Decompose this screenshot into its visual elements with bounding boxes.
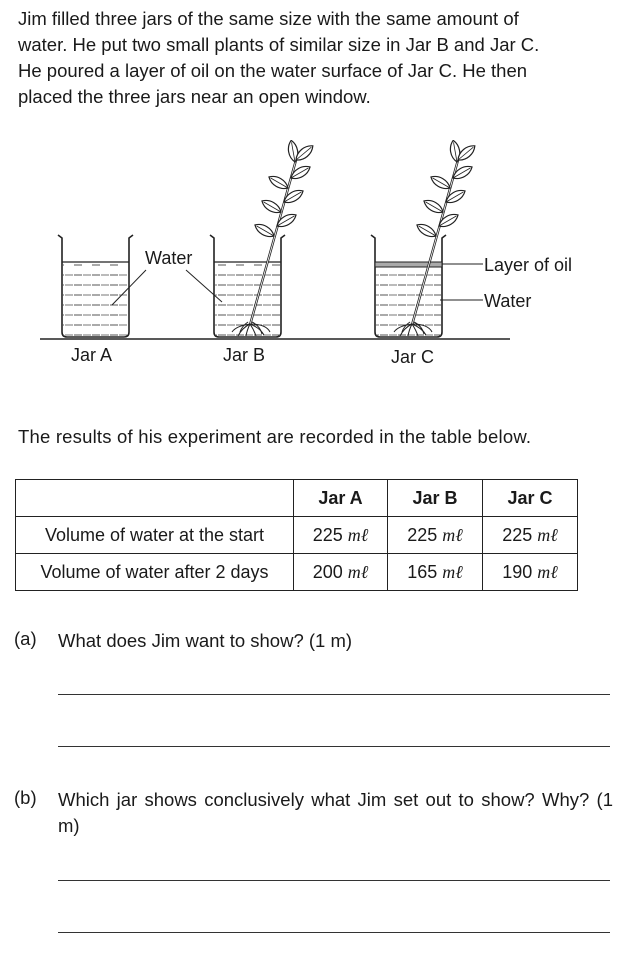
answer-line[interactable] xyxy=(58,932,610,933)
water-c-label: Water xyxy=(484,291,532,311)
unit: mℓ xyxy=(537,524,558,545)
intro-line: placed the three jars near an open window. xyxy=(18,86,371,107)
unit: mℓ xyxy=(347,524,369,545)
unit: mℓ xyxy=(442,561,463,582)
unit: mℓ xyxy=(347,561,369,582)
table-cell: 165 mℓ xyxy=(388,554,483,591)
table-cell: 225 mℓ xyxy=(388,517,483,554)
table-header-jar-a: Jar A xyxy=(294,480,388,517)
intro-line: He poured a layer of oil on the water surface of Jar C. He then xyxy=(18,60,528,81)
jar-a-label: Jar A xyxy=(71,345,113,365)
jar-c xyxy=(371,235,446,337)
unit: mℓ xyxy=(537,561,558,582)
jar-a xyxy=(58,235,133,337)
table-cell: 190 mℓ xyxy=(483,554,578,591)
table-cell: 225 mℓ xyxy=(483,517,578,554)
question-label: (b) xyxy=(14,787,37,808)
table-cell: 225 mℓ xyxy=(294,517,388,554)
table-header-jar-b: Jar B xyxy=(388,480,483,517)
table-header-row xyxy=(16,480,578,517)
intro-line: Jim filled three jars of the same size with the same amount of xyxy=(18,8,519,29)
question-label: (a) xyxy=(14,628,37,649)
jars-diagram xyxy=(0,140,641,380)
results-intro: The results of his experiment are recorded in the table below. xyxy=(18,426,532,447)
answer-line[interactable] xyxy=(58,880,610,881)
unit: mℓ xyxy=(442,524,463,545)
question-text: Which jar shows conclusively what Jim set out to show? Why? (1 m) xyxy=(58,789,613,836)
row-label: Volume of water after 2 days xyxy=(16,554,294,591)
results-table xyxy=(15,479,578,591)
question-text: What does Jim want to show? (1 m) xyxy=(58,630,353,651)
intro-line: water. He put two small plants of similar size in Jar B and Jar C. xyxy=(18,34,540,55)
table-header-blank xyxy=(16,480,294,517)
water-label: Water xyxy=(145,248,193,268)
row-label: Volume of water at the start xyxy=(16,517,294,554)
jar-b xyxy=(210,235,285,337)
answer-line[interactable] xyxy=(58,746,610,747)
table-row xyxy=(16,554,578,591)
jar-b-label: Jar B xyxy=(223,345,266,365)
table-row xyxy=(16,517,578,554)
table-header-jar-c: Jar C xyxy=(483,480,578,517)
table-cell: 200 mℓ xyxy=(294,554,388,591)
intro-paragraph xyxy=(18,6,618,110)
oil-layer xyxy=(375,262,442,267)
jar-c-label: Jar C xyxy=(391,347,435,367)
answer-line[interactable] xyxy=(58,694,610,695)
layer-of-oil-label: Layer of oil xyxy=(484,255,573,275)
